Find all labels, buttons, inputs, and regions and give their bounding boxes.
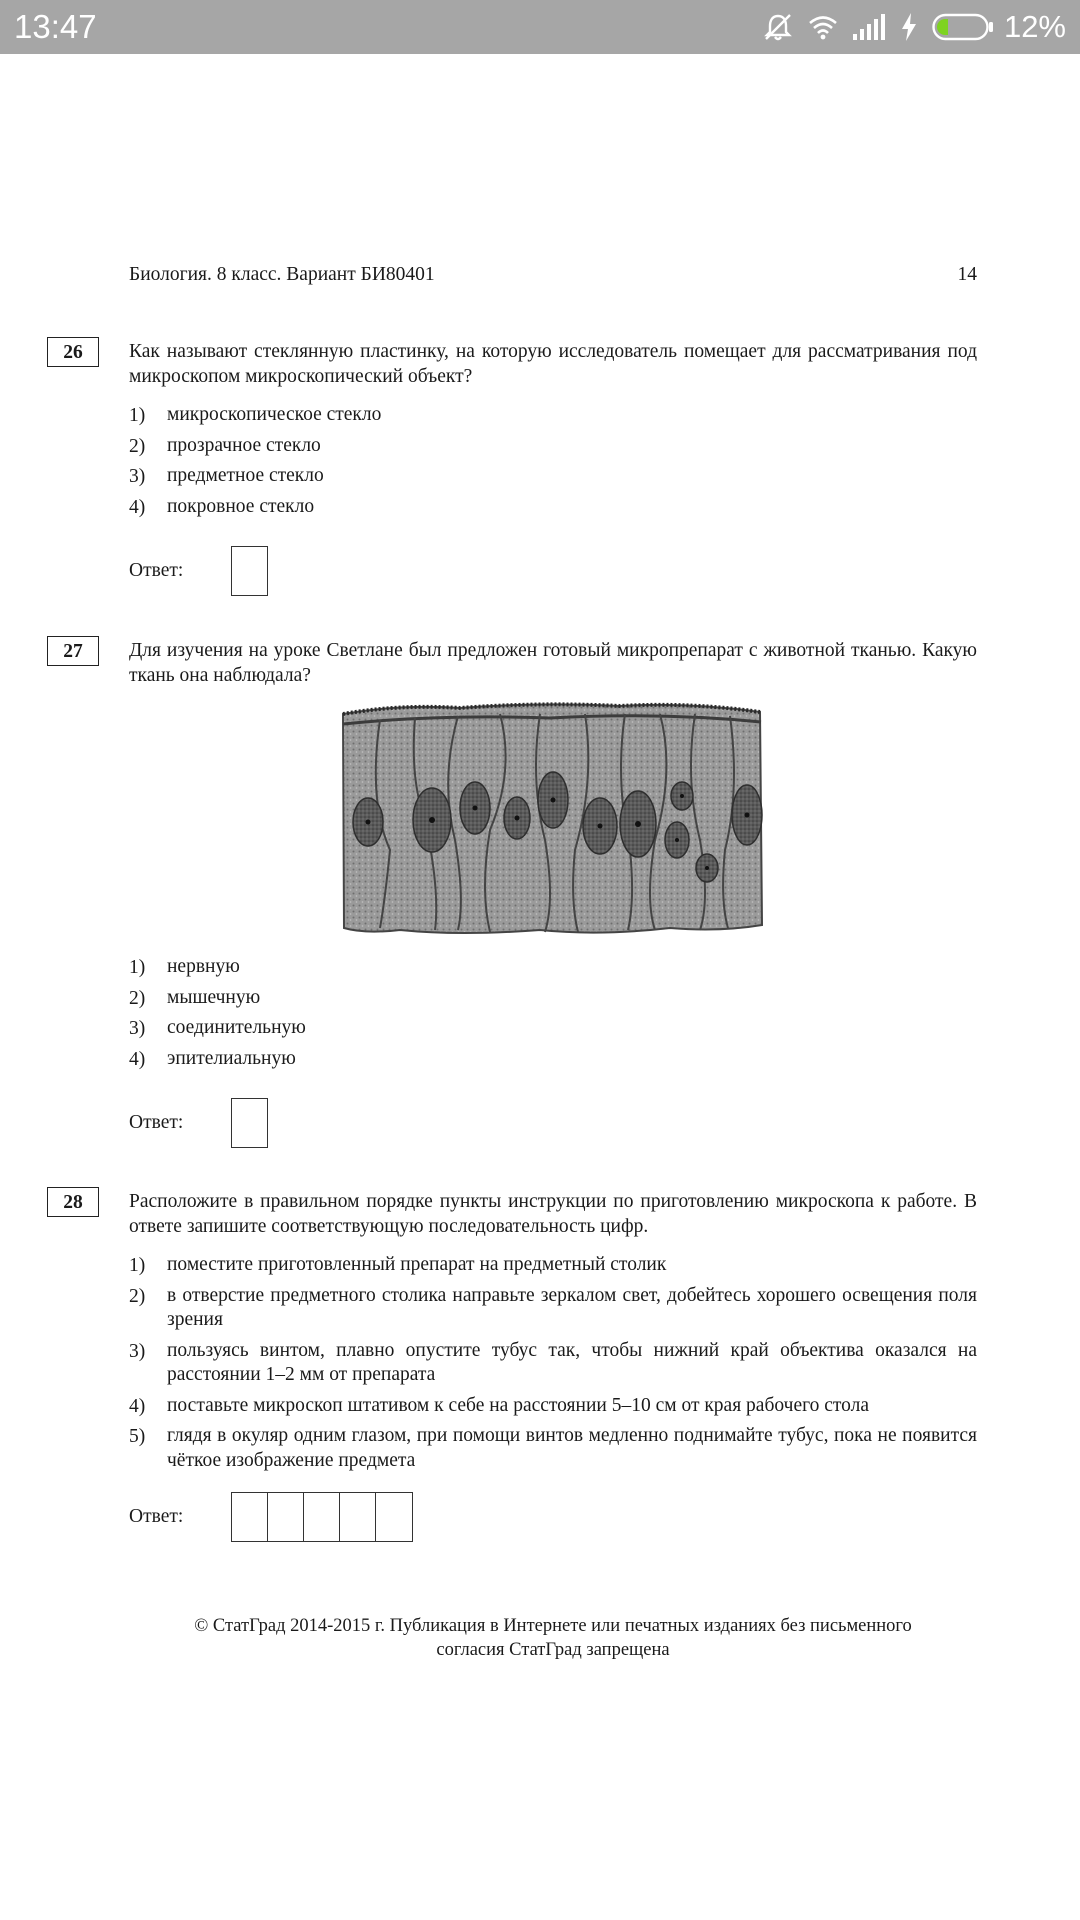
answer-box-26[interactable] <box>231 546 268 596</box>
answer-box-27[interactable] <box>231 1098 268 1148</box>
footer-line-2: согласия СтатГрад запрещена <box>436 1640 670 1660</box>
option-4: 4) поставьте микроскоп штативом к себе на расстоянии 5–10 см от края рабочего стола <box>129 1394 870 1417</box>
question-options-28 <box>129 1253 977 1479</box>
question-number-28: 28 <box>47 1187 99 1217</box>
question-text-26: Как называют стеклянную пластинку, на которую исследователь помещает для рассматривания под микроскопом микроскопический объект? <box>129 341 977 387</box>
answer-cell-2[interactable] <box>268 1493 304 1541</box>
option-1: 1) микроскопическое стекло <box>129 404 382 426</box>
option-4: 4) покровное стекло <box>129 495 315 518</box>
wifi-icon <box>808 14 838 40</box>
answer-label-26: Ответ: <box>129 560 184 581</box>
answer-cells-28 <box>231 1492 413 1542</box>
option-3: 3) соединительную <box>129 1017 306 1039</box>
answer-cell-3[interactable] <box>304 1493 340 1541</box>
answer-cell-4[interactable] <box>340 1493 376 1541</box>
option-2: 2) мышечную <box>129 986 261 1009</box>
status-bar <box>0 0 1080 54</box>
copyright-footer <box>129 1614 977 1662</box>
battery-icon <box>932 13 994 41</box>
option-4: 4) эпителиальную <box>129 1047 296 1070</box>
charging-icon <box>900 13 918 41</box>
answer-cell-1[interactable] <box>232 1493 268 1541</box>
status-icons <box>762 8 1066 46</box>
question-options-26 <box>129 403 977 525</box>
question-text-27: Для изучения на уроке Светлане был предложен готовый микропрепарат с животной тканью. Какую ткань она наблюдала? <box>129 640 977 686</box>
document-title: Биология. 8 класс. Вариант БИ80401 <box>129 264 435 285</box>
option-2: 2) в отверстие предметного столика направьте зеркалом свет, добейтесь хорошего освещения поля зрения <box>129 1284 977 1330</box>
page-header <box>129 264 977 286</box>
page-number: 14 <box>957 264 977 285</box>
answer-label-28: Ответ: <box>129 1506 184 1527</box>
answer-label-27: Ответ: <box>129 1112 184 1133</box>
question-text-28: Расположите в правильном порядке пункты инструкции по приготовлению микроскопа к работе. В ответе запишите соответствующую последовательность цифр. <box>129 1191 977 1237</box>
answer-cell-5[interactable] <box>376 1493 412 1541</box>
option-1: 1) нервную <box>129 956 240 978</box>
epithelial-tissue-image <box>340 700 765 937</box>
question-number-26: 26 <box>47 337 99 367</box>
option-3: 3) пользуясь винтом, плавно опустите тубус так, чтобы нижний край объектива оказался на расстоянии 1–2 мм от препарата <box>129 1339 977 1385</box>
question-number-27: 27 <box>47 636 99 666</box>
mute-icon <box>762 12 794 42</box>
battery-percentage: 12% <box>1003 9 1066 44</box>
signal-icon <box>852 14 886 40</box>
option-1: 1) поместите приготовленный препарат на предметный столик <box>129 1254 667 1276</box>
footer-line-1: © СтатГрад 2014-2015 г. Публикация в Интернете или печатных изданиях без письменного <box>194 1616 912 1636</box>
option-3: 3) предметное стекло <box>129 465 324 487</box>
question-options-27 <box>129 955 977 1077</box>
option-2: 2) прозрачное стекло <box>129 434 321 457</box>
option-5: 5) глядя в окуляр одним глазом, при помощи винтов медленно поднимайте тубус, пока не появится чёткое изображение предмета <box>129 1425 977 1471</box>
status-time: 13:47 <box>14 8 97 45</box>
